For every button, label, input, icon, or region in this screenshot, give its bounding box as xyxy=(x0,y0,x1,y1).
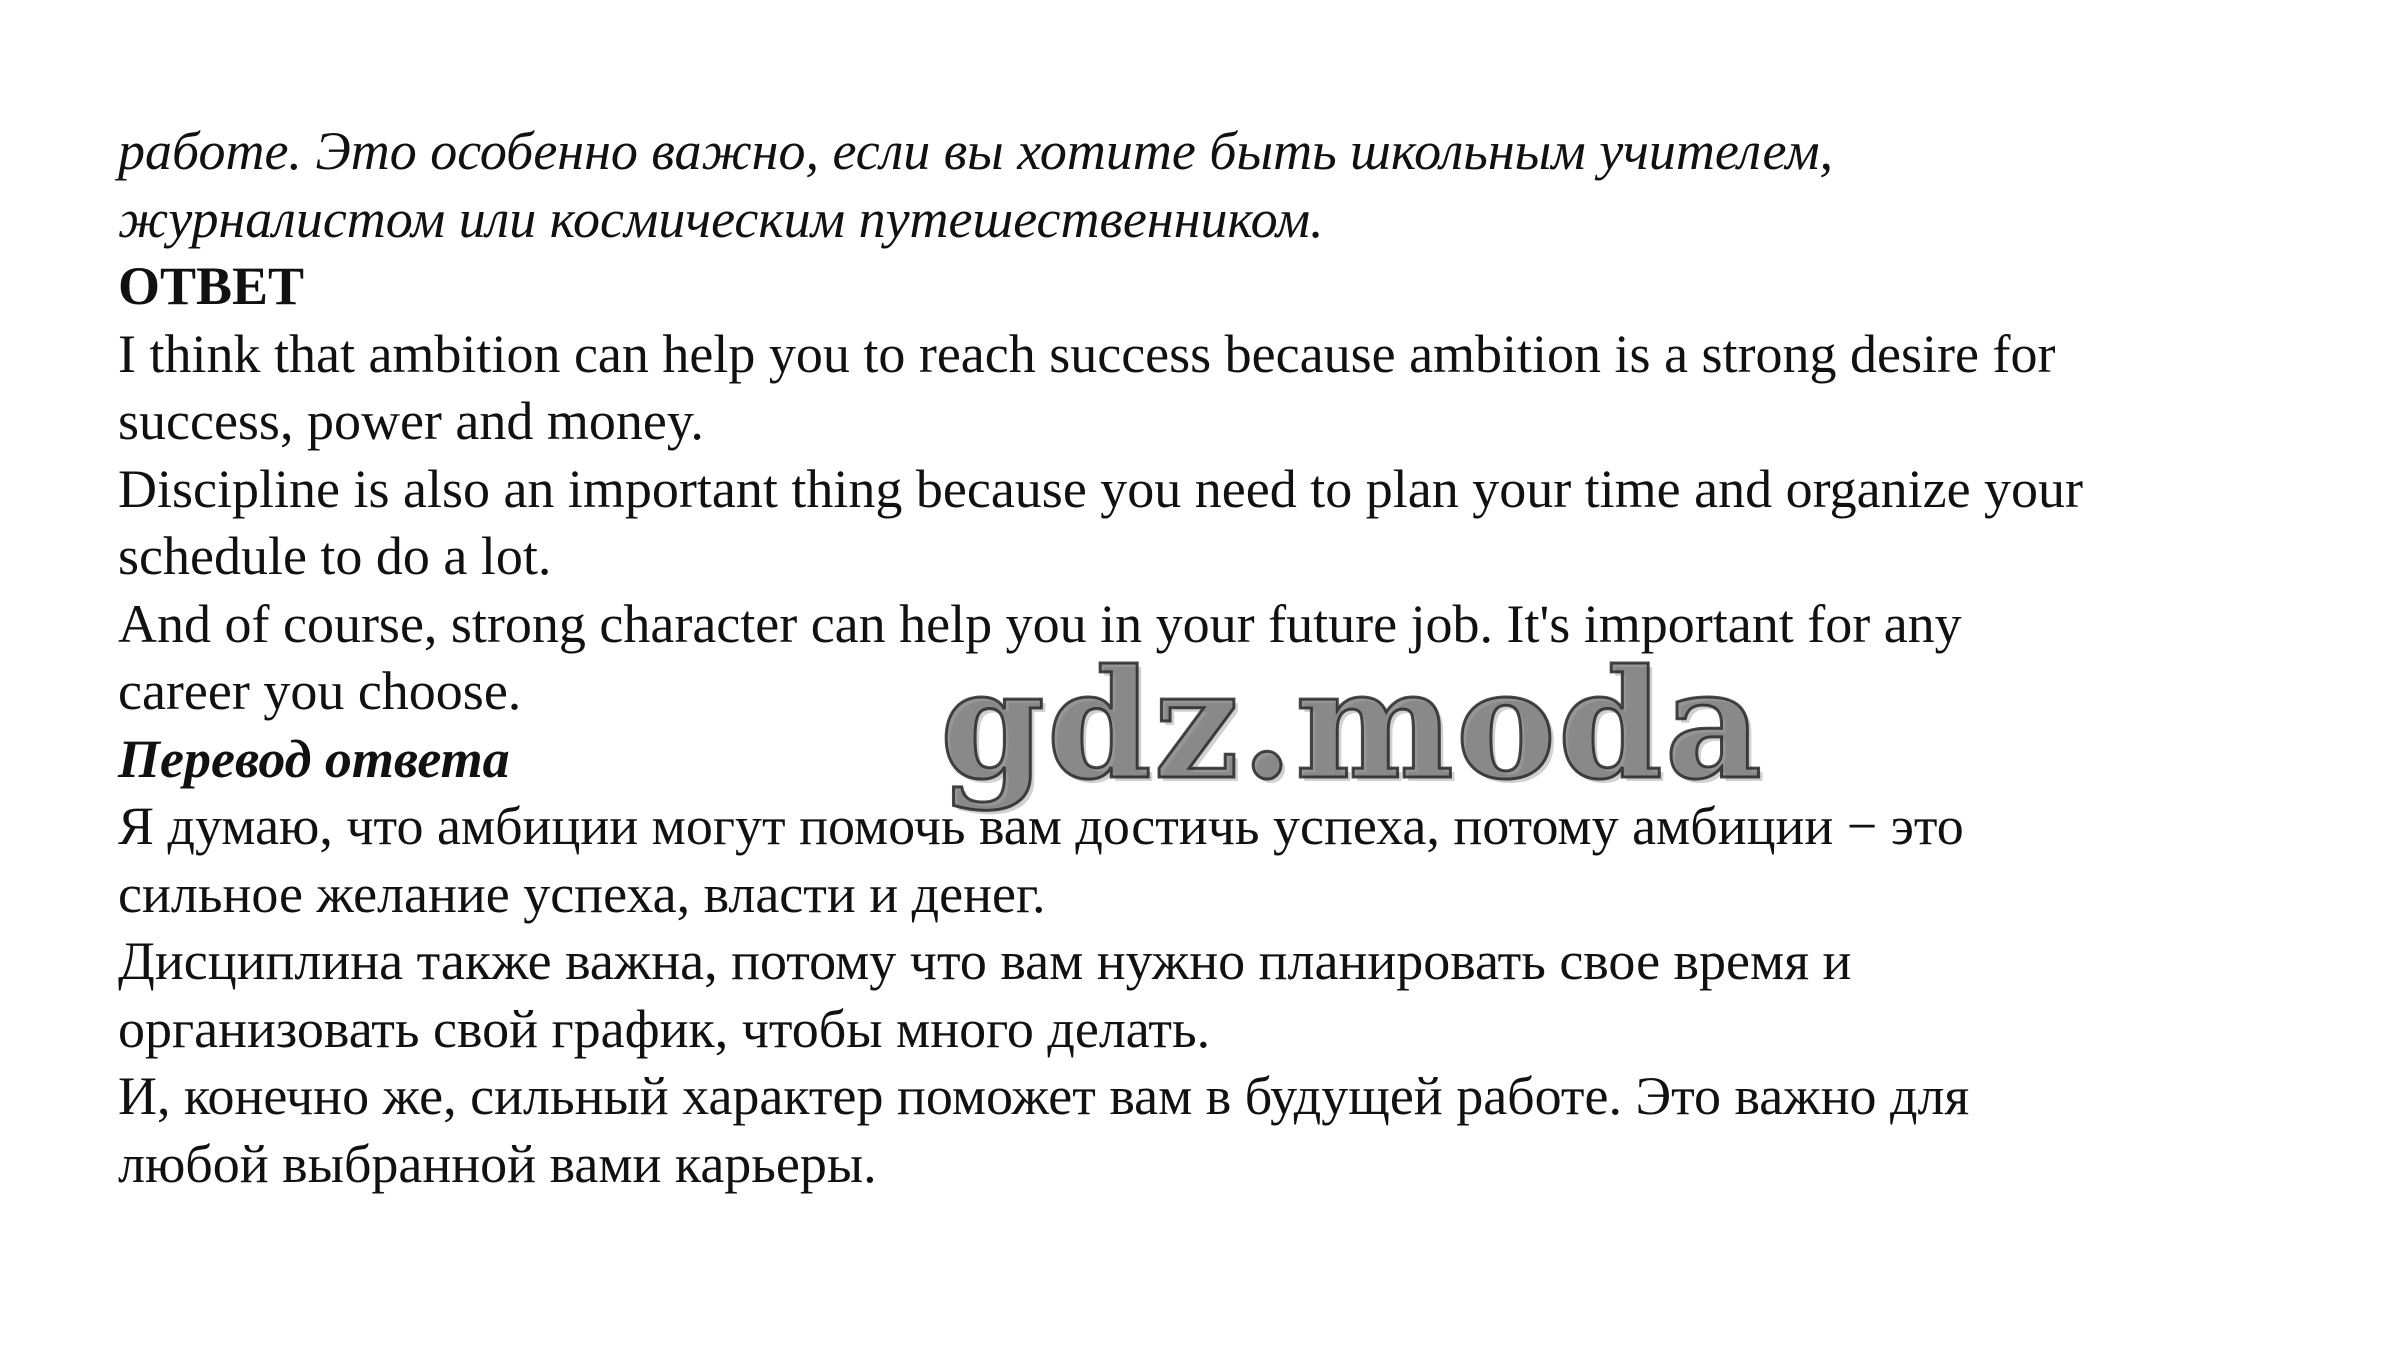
intro-line-2: журналистом или космическим путешественником. xyxy=(118,188,1324,249)
answer-line-6: career you choose. xyxy=(118,661,522,721)
translation-line-1: Я думаю, что амбиции могут помочь вам достичь успеха, потому амбиции − это xyxy=(118,796,1964,856)
watermark-logo: gdz.moda xyxy=(940,637,1765,813)
answer-line-5: And of course, strong character can help you in your future job. It's important for any xyxy=(118,593,1962,654)
translation-line-2: сильное желание успеха, власти и денег. xyxy=(118,863,1046,924)
translation-line-3: Дисциплина также важна, потому что вам нужно планировать свое время и xyxy=(118,931,1852,991)
translation-line-4: организовать свой график, чтобы много делать. xyxy=(118,998,1211,1059)
translation-heading: Перевод ответа xyxy=(118,728,510,789)
translation-line-5: И, конечно же, сильный характер поможет вам в будущей работе. Это важно для xyxy=(118,1066,1970,1126)
answer-line-1: I think that ambition can help you to reach success because ambition is a strong desire for xyxy=(118,323,2056,384)
answer-line-2: success, power and money. xyxy=(118,391,704,451)
translation-line-6: любой выбранной вами карьеры. xyxy=(118,1133,877,1194)
answer-line-4: schedule to do a lot. xyxy=(118,526,552,586)
answer-heading: ОТВЕТ xyxy=(118,256,305,316)
answer-line-3: Discipline is also an important thing because you need to plan your time and organize your xyxy=(118,458,2084,519)
intro-line-1: работе. Это особенно важно, если вы хотите быть школьным учителем, xyxy=(118,121,1834,181)
